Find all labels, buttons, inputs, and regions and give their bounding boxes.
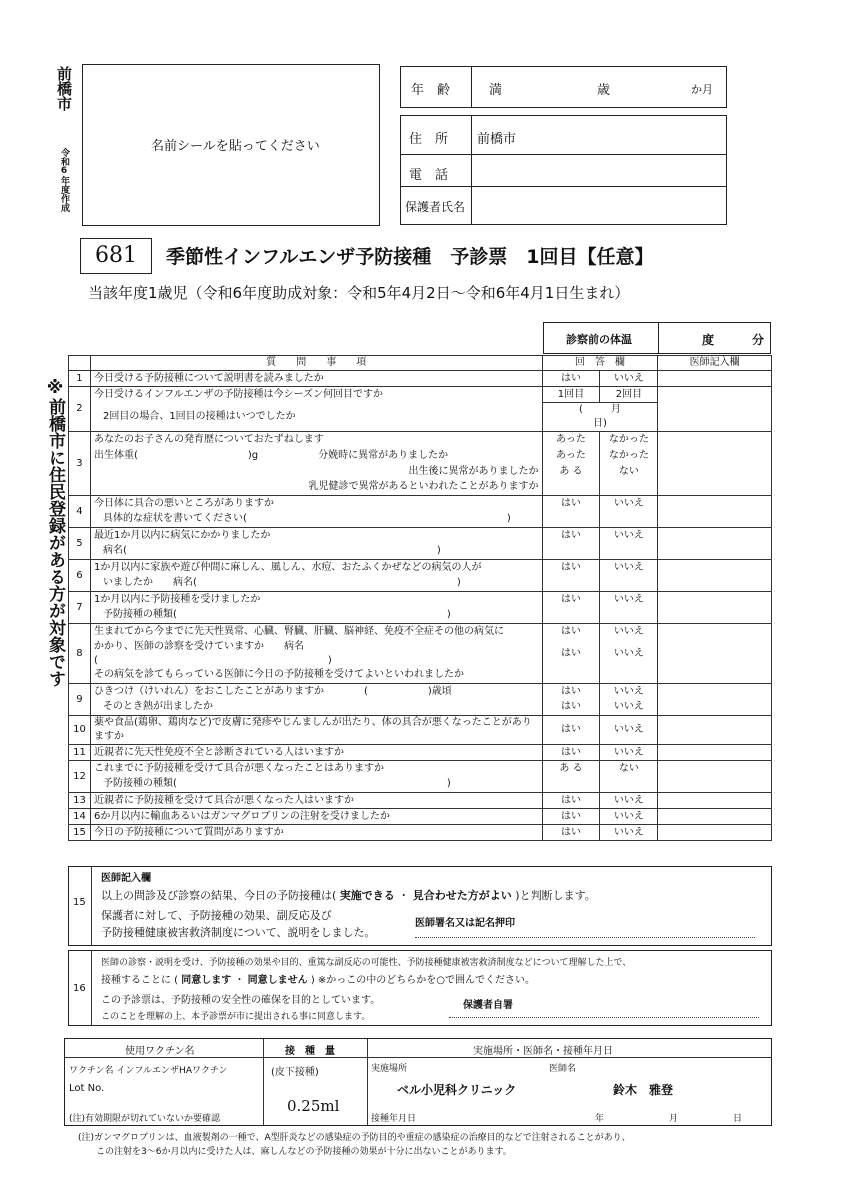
- name-seal-box[interactable]: [82, 64, 380, 226]
- question-number: 4: [69, 496, 91, 528]
- vaccine-route: (皮下接種): [271, 1067, 319, 1078]
- answer-yes[interactable]: はい: [542, 684, 600, 700]
- header-doctor: 医師記入欄: [658, 356, 772, 371]
- age-box[interactable]: [400, 66, 727, 108]
- age-label: 年 齢: [411, 83, 451, 98]
- question-text: 今日体に具合の悪いところがありますか: [90, 496, 542, 512]
- table-row: [69, 528, 772, 544]
- answer-no[interactable]: いいえ: [600, 371, 658, 387]
- name-seal-text: 名前シールを貼ってください: [151, 139, 320, 154]
- answer-no[interactable]: いいえ: [600, 496, 658, 512]
- question-text: そのとき熱が出ましたか: [90, 700, 542, 716]
- answer-yes[interactable]: はい: [542, 371, 600, 387]
- doctor-block-title: 医師記入欄: [101, 873, 151, 884]
- doctor-signature-field[interactable]: 医師署名又は記名押印: [415, 911, 755, 938]
- doctor-note-cell[interactable]: [658, 560, 772, 592]
- doctor-note-cell[interactable]: [658, 793, 772, 809]
- question-table: [68, 355, 772, 841]
- table-row: [69, 825, 772, 841]
- answer-yes[interactable]: 1回目: [542, 387, 600, 403]
- date-label: 接種年月日: [371, 1114, 417, 1124]
- answer-yes[interactable]: はい: [542, 793, 600, 809]
- form-subtitle: 当該年度1歳児（令和6年度助成対象：令和5年4月2日～令和6年4月1日生まれ）: [88, 284, 630, 302]
- side-year-made: 令和6年度作成: [59, 148, 69, 212]
- answer-no[interactable]: 2回目: [600, 387, 658, 403]
- question-text: その病気を診てもらっている医師に今日の予防接種を受けてよいといわれましたか: [90, 668, 542, 684]
- answer-yes[interactable]: あった: [542, 448, 600, 464]
- answer-yes[interactable]: はい: [542, 528, 600, 544]
- vaccine-expiry-note: (注)有効期限が切れていないか要確認: [69, 1114, 221, 1124]
- question-text: 今日受けるインフルエンザの予防接種は今シーズン何回目ですか: [90, 387, 542, 403]
- question-number: 12: [69, 761, 91, 793]
- option-postpone[interactable]: 見合わせた方がよい: [412, 889, 512, 902]
- guardian-label: 保護者氏名: [405, 200, 466, 214]
- doctor-note-cell[interactable]: [658, 684, 772, 716]
- temperature-unit-degree: 度: [702, 333, 715, 347]
- question-text: 予防接種の種類( ): [90, 608, 542, 624]
- vaccine-lot[interactable]: Lot No.: [69, 1083, 105, 1094]
- clinic-name: ベル小児科クリニック: [397, 1083, 517, 1097]
- contact-box: [400, 115, 727, 225]
- question-number: 3: [69, 432, 91, 496]
- doctor-block: 15 医師記入欄 以上の問診及び診察の結果、今日の予防接種は( 実施できる ・ 見合わせた方がよい )と判断します。 保護者に対して、予防接種の効果、副反応及び 予防接種健康被害救済制度について、説明をしました。 医師署名又は記名押印: [68, 866, 772, 946]
- question-number: 9: [69, 684, 91, 716]
- question-text: 最近1か月以内に病気にかかりましたか: [90, 528, 542, 544]
- answer-yes[interactable]: はい: [542, 825, 600, 841]
- question-number: 13: [69, 793, 91, 809]
- question-text: 今日受ける予防接種について説明書を読みましたか: [90, 371, 542, 387]
- answer-no[interactable]: いいえ: [600, 592, 658, 608]
- table-row: [69, 624, 772, 640]
- question-text: 薬や食品(鶏卵、鶏肉など)で皮膚に発疹やじんましんが出たり、体の具合が悪くなったことがありますか: [90, 716, 542, 745]
- answer-no[interactable]: なかった: [600, 448, 658, 464]
- answer-no[interactable]: いいえ: [600, 825, 658, 841]
- table-row: [69, 432, 772, 448]
- date-month[interactable]: 月: [669, 1114, 679, 1124]
- answer-no[interactable]: いいえ: [600, 684, 658, 700]
- temperature-label: 診察前の体温: [566, 333, 632, 346]
- table-row: [69, 761, 772, 777]
- side-city: 前橋市: [55, 66, 73, 111]
- doctor-note-cell[interactable]: [658, 716, 772, 745]
- question-text: 出生体重( )g 分娩時に異常がありましたか: [90, 448, 542, 464]
- consent-block: 16 医師の診察・説明を受け、予防接種の効果や目的、重篤な副反応の可能性、予防接種健康被害救済制度などについて理解した上で、 接種することに ( 同意します ・ 同意しません ) ※かっこの中のどちらかを○で囲んでください。 この予診票は、予防接種の安全性の確保を目的としています。 このことを理解の上、本予診票が市に提出される事に同意します。 保護者自署: [68, 950, 772, 1026]
- question-text: かかり、医師の診察を受けていますか 病名( ): [90, 640, 542, 668]
- answer-no[interactable]: いいえ: [600, 809, 658, 825]
- question-number: 11: [69, 745, 91, 761]
- answer-no[interactable]: いいえ: [600, 624, 658, 640]
- question-number: 2: [69, 387, 91, 432]
- question-text: 生まれてから今までに先天性異常、心臓、腎臓、肝臓、脳神経、免疫不全症その他の病気に: [90, 624, 542, 640]
- question-text: これまでに予防接種を受けて具合が悪くなったことはありますか: [90, 761, 542, 777]
- table-row: [69, 496, 772, 512]
- vaccine-header-place: 実施場所・医師名・接種年月日: [473, 1046, 613, 1057]
- question-text: 近親者に予防接種を受けて具合が悪くなった人はいますか: [90, 793, 542, 809]
- doctor-note-cell[interactable]: [658, 432, 772, 496]
- table-row: [69, 560, 772, 576]
- answer-no[interactable]: いいえ: [600, 528, 658, 544]
- question-number: 14: [69, 809, 91, 825]
- form-number: 681: [80, 238, 152, 274]
- answer-no[interactable]: ない: [600, 464, 658, 480]
- question-number: 7: [69, 592, 91, 624]
- answer-no[interactable]: いいえ: [600, 716, 658, 745]
- age-years: 歳: [597, 83, 611, 98]
- guardian-signature-field[interactable]: 保護者自署: [449, 993, 759, 1018]
- table-row: [69, 745, 772, 761]
- question-text: 病名( ): [90, 544, 542, 560]
- table-row: [69, 592, 772, 608]
- answer-no[interactable]: いいえ: [600, 793, 658, 809]
- doctor-note-cell[interactable]: [658, 496, 772, 528]
- vaccine-name: ワクチン名 インフルエンザHAワクチン: [69, 1066, 228, 1076]
- header-answer: 回 答 欄: [542, 356, 658, 371]
- date-year[interactable]: 年: [595, 1114, 605, 1124]
- question-text: 乳児健診で異常があるといわれたことがありますか: [90, 480, 542, 496]
- doctor-note-cell[interactable]: [658, 592, 772, 624]
- consent-number: 16: [73, 983, 86, 994]
- table-row: [69, 809, 772, 825]
- question-number: 10: [69, 716, 91, 745]
- doctor-note-cell[interactable]: [658, 761, 772, 793]
- question-number: 6: [69, 560, 91, 592]
- doctor-note-cell[interactable]: [658, 809, 772, 825]
- footnote-line-1: (注)ガンマグロブリンは、血液製剤の一種で、A型肝炎などの感染症の予防目的や重症の感染症の治療目的などで注射されることがあり、: [78, 1133, 631, 1143]
- question-text: 出生後に異常がありましたか: [90, 464, 542, 480]
- question-text: いましたか 病名( ): [90, 576, 542, 592]
- answer-yes[interactable]: はい: [542, 745, 600, 761]
- doctor-name-label: 医師名: [549, 1064, 577, 1074]
- answer-no[interactable]: いいえ: [600, 640, 658, 668]
- doctor-note-cell[interactable]: [658, 745, 772, 761]
- consent-agree[interactable]: 同意します: [181, 975, 232, 986]
- doctor-note-cell[interactable]: [658, 624, 772, 684]
- answer-no[interactable]: ない: [600, 761, 658, 777]
- question-text: ひきつけ（けいれん）をおこしたことがありますか ( )歳頃: [90, 684, 542, 700]
- question-number: 1: [69, 371, 91, 387]
- answer-no[interactable]: いいえ: [600, 700, 658, 716]
- answer-yes[interactable]: はい: [542, 592, 600, 608]
- doctor-name: 鈴木 雅登: [613, 1083, 674, 1097]
- option-can-vaccinate[interactable]: 実施できる: [339, 889, 395, 902]
- table-row: [69, 371, 772, 387]
- answer-yes[interactable]: はい: [542, 624, 600, 640]
- question-text: 予防接種の種類( ): [90, 777, 542, 793]
- vaccine-header-name: 使用ワクチン名: [125, 1046, 195, 1057]
- answer-yes[interactable]: あ る: [542, 761, 600, 777]
- question-text: 近親者に先天性免疫不全と診断されている人はいますか: [90, 745, 542, 761]
- question-text: 2回目の場合、1回目の接種はいつでしたか: [90, 403, 542, 432]
- answer-yes[interactable]: はい: [542, 560, 600, 576]
- vaccine-header-dose: 接 種 量: [285, 1046, 335, 1057]
- question-number: 8: [69, 624, 91, 684]
- question-number: 5: [69, 528, 91, 560]
- doctor-note-cell[interactable]: [658, 387, 772, 432]
- question-text: 1か月以内に予防接種を受けましたか: [90, 592, 542, 608]
- place-label: 実施場所: [371, 1064, 408, 1074]
- doctor-note-cell[interactable]: [658, 528, 772, 560]
- answer-no[interactable]: なかった: [600, 432, 658, 448]
- question-text: 6か月以内に輸血あるいはガンマグロブリンの注射を受けましたか: [90, 809, 542, 825]
- answer-yes[interactable]: はい: [542, 700, 600, 716]
- vaccine-dose: 0.25ml: [287, 1097, 340, 1115]
- answer-yes[interactable]: あった: [542, 432, 600, 448]
- age-full: 満: [489, 83, 503, 98]
- side-notice: ※前橋市に住民登録がある方が対象です: [45, 378, 65, 687]
- answer-no[interactable]: いいえ: [600, 560, 658, 576]
- footnote-line-2: この注射を3～6か月以内に受けた人は、麻しんなどの予防接種の効果が十分に出ないことがあります。: [96, 1147, 512, 1157]
- temperature-unit-minute: 分: [752, 333, 765, 347]
- table-row: [69, 387, 772, 403]
- answer-yes[interactable]: はい: [542, 496, 600, 512]
- answer-yes[interactable]: はい: [542, 716, 600, 745]
- table-row: [69, 716, 772, 745]
- vaccine-table: [64, 1038, 772, 1126]
- answer-date[interactable]: ( 月日): [542, 403, 658, 432]
- question-text: 今日の予防接種について質問がありますか: [90, 825, 542, 841]
- phone-label: 電 話: [409, 168, 449, 183]
- address-value[interactable]: 前橋市: [477, 132, 517, 147]
- table-row: [69, 684, 772, 700]
- temperature-box[interactable]: [543, 322, 771, 354]
- answer-yes[interactable]: はい: [542, 809, 600, 825]
- age-months: か月: [691, 83, 713, 96]
- header-question: 質 問 事 項: [90, 356, 542, 371]
- answer-yes[interactable]: あ る: [542, 464, 600, 480]
- consent-disagree[interactable]: 同意しません: [247, 975, 308, 986]
- question-text: 具体的な症状を書いてください( ): [90, 512, 542, 528]
- answer-no[interactable]: いいえ: [600, 745, 658, 761]
- address-label: 住 所: [409, 132, 449, 147]
- date-day[interactable]: 日: [733, 1114, 743, 1124]
- question-text: 1か月以内に家族や遊び仲間に麻しん、風しん、水痘、おたふくかぜなどの病気の人が: [90, 560, 542, 576]
- answer-yes[interactable]: はい: [542, 640, 600, 668]
- question-number: 15: [69, 825, 91, 841]
- question-text: あなたのお子さんの発育歴についておたずねします: [90, 432, 542, 448]
- form-title: 季節性インフルエンザ予防接種 予診票 1回目【任意】: [166, 246, 654, 268]
- doctor-block-number: 15: [73, 897, 86, 908]
- table-row: [69, 793, 772, 809]
- doctor-note-cell[interactable]: [658, 371, 772, 387]
- doctor-note-cell[interactable]: [658, 825, 772, 841]
